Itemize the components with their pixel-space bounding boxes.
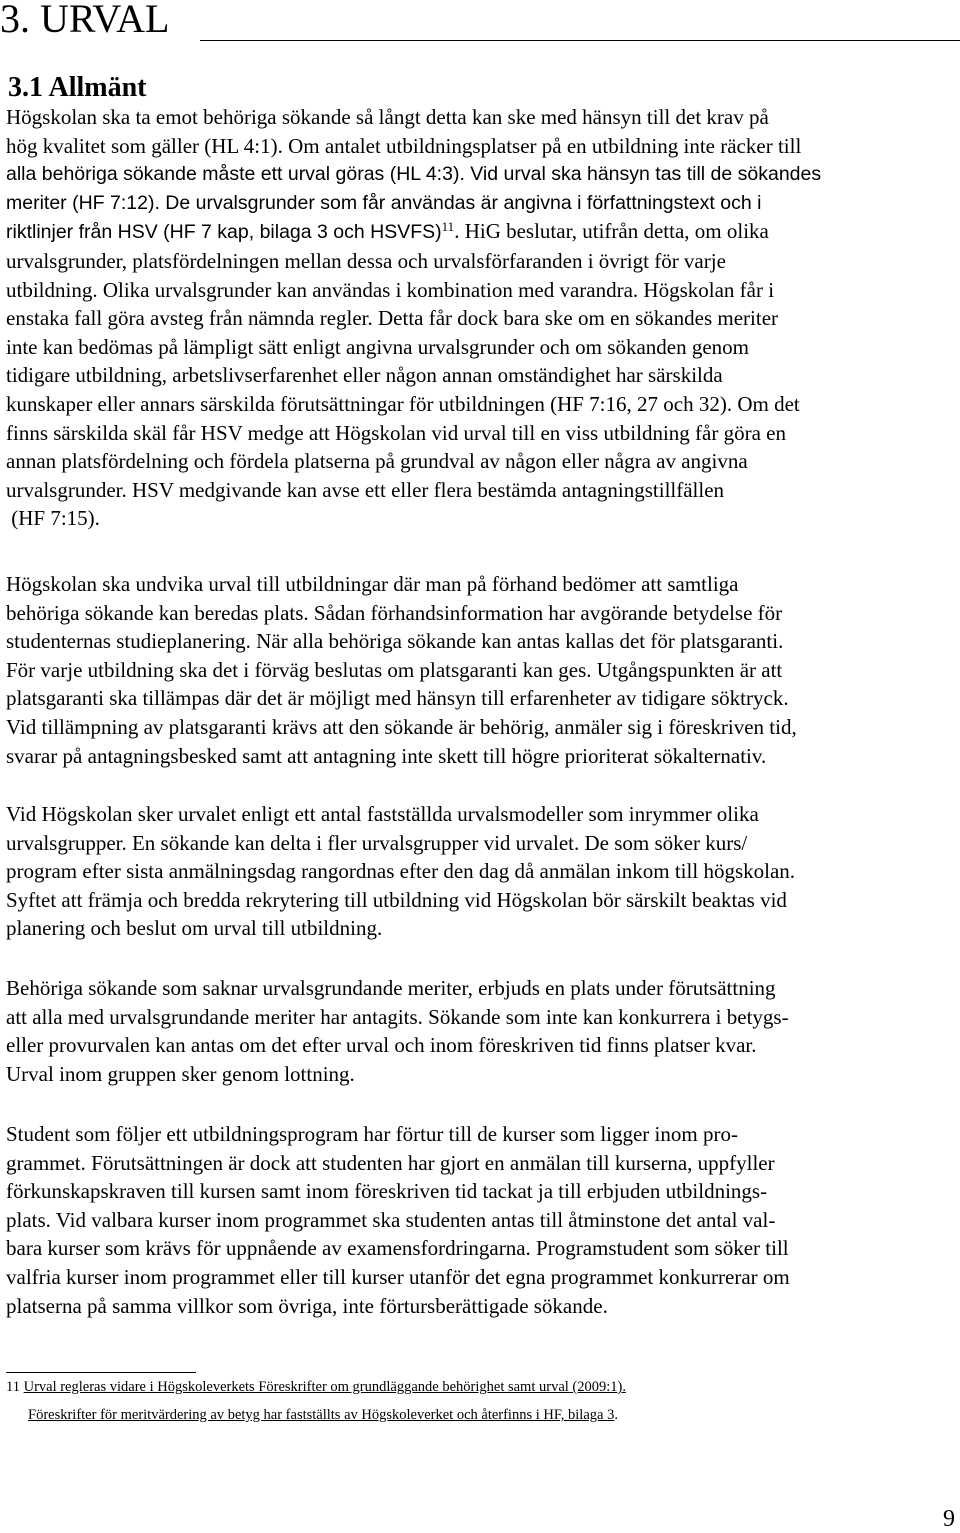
- text-line: Vid Högskolan sker urvalet enligt ett antal fastställda urvalsmodeller som inrymmer olika: [6, 802, 759, 826]
- text-line: plats. Vid valbara kurser inom programmet ska studenten antas till åtminstone det antal val-: [6, 1207, 776, 1232]
- text-line: inte kan bedömas på lämpligt sätt enligt angivna urvalsgrunder och om sökanden genom: [6, 334, 749, 359]
- text-line: valfria kurser inom programmet eller till kurser utanför det egna programmet konkurrerar om: [6, 1264, 790, 1289]
- text-line: . HiG beslutar, utifrån detta, om olika: [454, 219, 769, 244]
- text-line: kunskaper eller annars särskilda förutsättningar för utbildningen (HF 7:16, 27 och 32). Om det: [6, 391, 800, 416]
- footnote-number: 11: [6, 1379, 20, 1395]
- footnote-reference[interactable]: 11: [441, 219, 455, 235]
- text-line: Student som följer ett utbildningsprogram har förtur till de kurser som ligger inom pro-: [6, 1122, 738, 1146]
- footnote-trailing: .: [614, 1407, 618, 1423]
- text-line: förkunskapskraven till kursen samt inom föreskriven tid tackat ja till erbjuden utbildnings-: [6, 1179, 768, 1204]
- text-line: eller provurvalen kan antas om det efter urval och inom föreskriven tid finns platser kvar.: [6, 1033, 757, 1058]
- text-line: urvalsgrupper. En sökande kan delta i fler urvalsgrupper vid urvalet. De som söker kurs/: [6, 830, 748, 855]
- text-line: finns särskilda skäl får HSV medge att Högskolan vid urval till en viss utbildning får göra en: [6, 420, 786, 445]
- text-line: svarar på antagningsbesked samt att antagning inte skett till högre prioriterat sökalternativ.: [6, 743, 767, 768]
- footnote-1: [6, 1378, 626, 1396]
- footnote-2: [28, 1406, 618, 1424]
- section-heading: [8, 72, 146, 104]
- footnote-text[interactable]: Urval regleras vidare i Högskoleverkets Föreskrifter om grundläggande behörighet samt urval (2009:1).: [23, 1379, 626, 1395]
- text-line: grammet. Förutsättningen är dock att studenten har gjort en anmälan till kurserna, uppfyller: [6, 1150, 775, 1175]
- text-line: platserna på samma villkor som övriga, inte förtursberättigade sökande.: [6, 1293, 608, 1318]
- heading-rule: [200, 40, 960, 41]
- paragraph-2: [6, 570, 960, 770]
- text-line: hög kvalitet som gäller (HL 4:1). Om antalet utbildningsplatser på en utbildning inte räcker till: [6, 133, 802, 158]
- text-line: att alla med urvalsgrundande meriter har antagits. Sökande som inte kan konkurrera i betygs-: [6, 1004, 789, 1029]
- text-line: annan platsfördelning och fördela platserna på grundval av någon eller några av angivna: [6, 449, 748, 474]
- text-line: riktlinjer från HSV (HF 7 kap, bilaga 3 och HSVFS): [6, 221, 442, 244]
- text-line: Högskolan ska ta emot behöriga sökande så långt detta kan ske med hänsyn till det krav på: [6, 105, 769, 129]
- chapter-heading: [0, 0, 169, 42]
- text-line: planering och beslut om urval till utbildning.: [6, 916, 383, 941]
- text-line: Vid tillämpning av platsgaranti krävs att den sökande är behörig, anmäler sig i föreskriven tid,: [6, 714, 797, 739]
- text-line: bara kurser som krävs för uppnående av examensfordringarna. Programstudent som söker till: [6, 1236, 789, 1261]
- chapter-title: URVAL: [40, 0, 170, 41]
- text-line: program efter sista anmälningsdag rangordnas efter den dag då anmälan inkom till högskolan.: [6, 859, 796, 884]
- text-line: platsgaranti ska tillämpas där det är möjligt med hänsyn till erfarenheter av tidigare söktryck.: [6, 686, 789, 711]
- footnote-separator: [6, 1372, 196, 1373]
- paragraph-4: [6, 974, 960, 1088]
- paragraph-5: [6, 1120, 960, 1320]
- text-line: urvalsgrunder. HSV medgivande kan avse ett eller flera bestämda antagningstillfällen: [6, 477, 725, 502]
- text-line: Behöriga sökande som saknar urvalsgrundande meriter, erbjuds en plats under förutsättning: [6, 976, 776, 1000]
- chapter-number: 3.: [0, 0, 30, 41]
- text-line: enstaka fall göra avsteg från nämnda regler. Detta får dock bara ske om en sökandes meriter: [6, 306, 779, 331]
- text-line: utbildning. Olika urvalsgrunder kan användas i kombination med varandra. Högskolan får i: [6, 277, 775, 302]
- text-line: För varje utbildning ska det i förväg beslutas om platsgaranti kan ges. Utgångspunkten är att: [6, 657, 783, 682]
- section-title: Allmänt: [48, 72, 147, 103]
- section-number: 3.1: [8, 72, 43, 103]
- text-line: Syftet att främja och bredda rekrytering till utbildning vid Högskolan bör särskilt beaktas vid: [6, 887, 787, 912]
- text-line: alla behöriga sökande måste ett urval göras (HL 4:3). Vid urval ska hänsyn tas till de sökandes: [6, 163, 822, 186]
- text-line: tidigare utbildning, arbetslivserfarenhet eller någon annan omständighet har särskilda: [6, 363, 723, 388]
- text-line: meriter (HF 7:12). De urvalsgrunder som får användas är angivna i författningstext och i: [6, 191, 762, 214]
- text-line: (HF 7:15).: [6, 506, 100, 531]
- text-line: Urval inom gruppen sker genom lottning.: [6, 1061, 355, 1086]
- text-line: studenternas studieplanering. När alla behöriga sökande kan antas kallas det för platsgaranti.: [6, 629, 784, 654]
- paragraph-3: [6, 800, 960, 943]
- text-line: urvalsgrunder, platsfördelningen mellan dessa och urvalsförfaranden i övrigt för varje: [6, 248, 726, 273]
- paragraph-1: [6, 103, 960, 533]
- page-number: 9: [943, 1506, 955, 1532]
- text-line: behöriga sökande kan beredas plats. Sådan förhandsinformation har avgörande betydelse för: [6, 600, 783, 625]
- footnote-text[interactable]: Föreskrifter för meritvärdering av betyg har fastställts av Högskoleverket och återfinns i HF, bilaga 3: [28, 1407, 615, 1423]
- text-line: Högskolan ska undvika urval till utbildningar där man på förhand bedömer att samtliga: [6, 572, 739, 596]
